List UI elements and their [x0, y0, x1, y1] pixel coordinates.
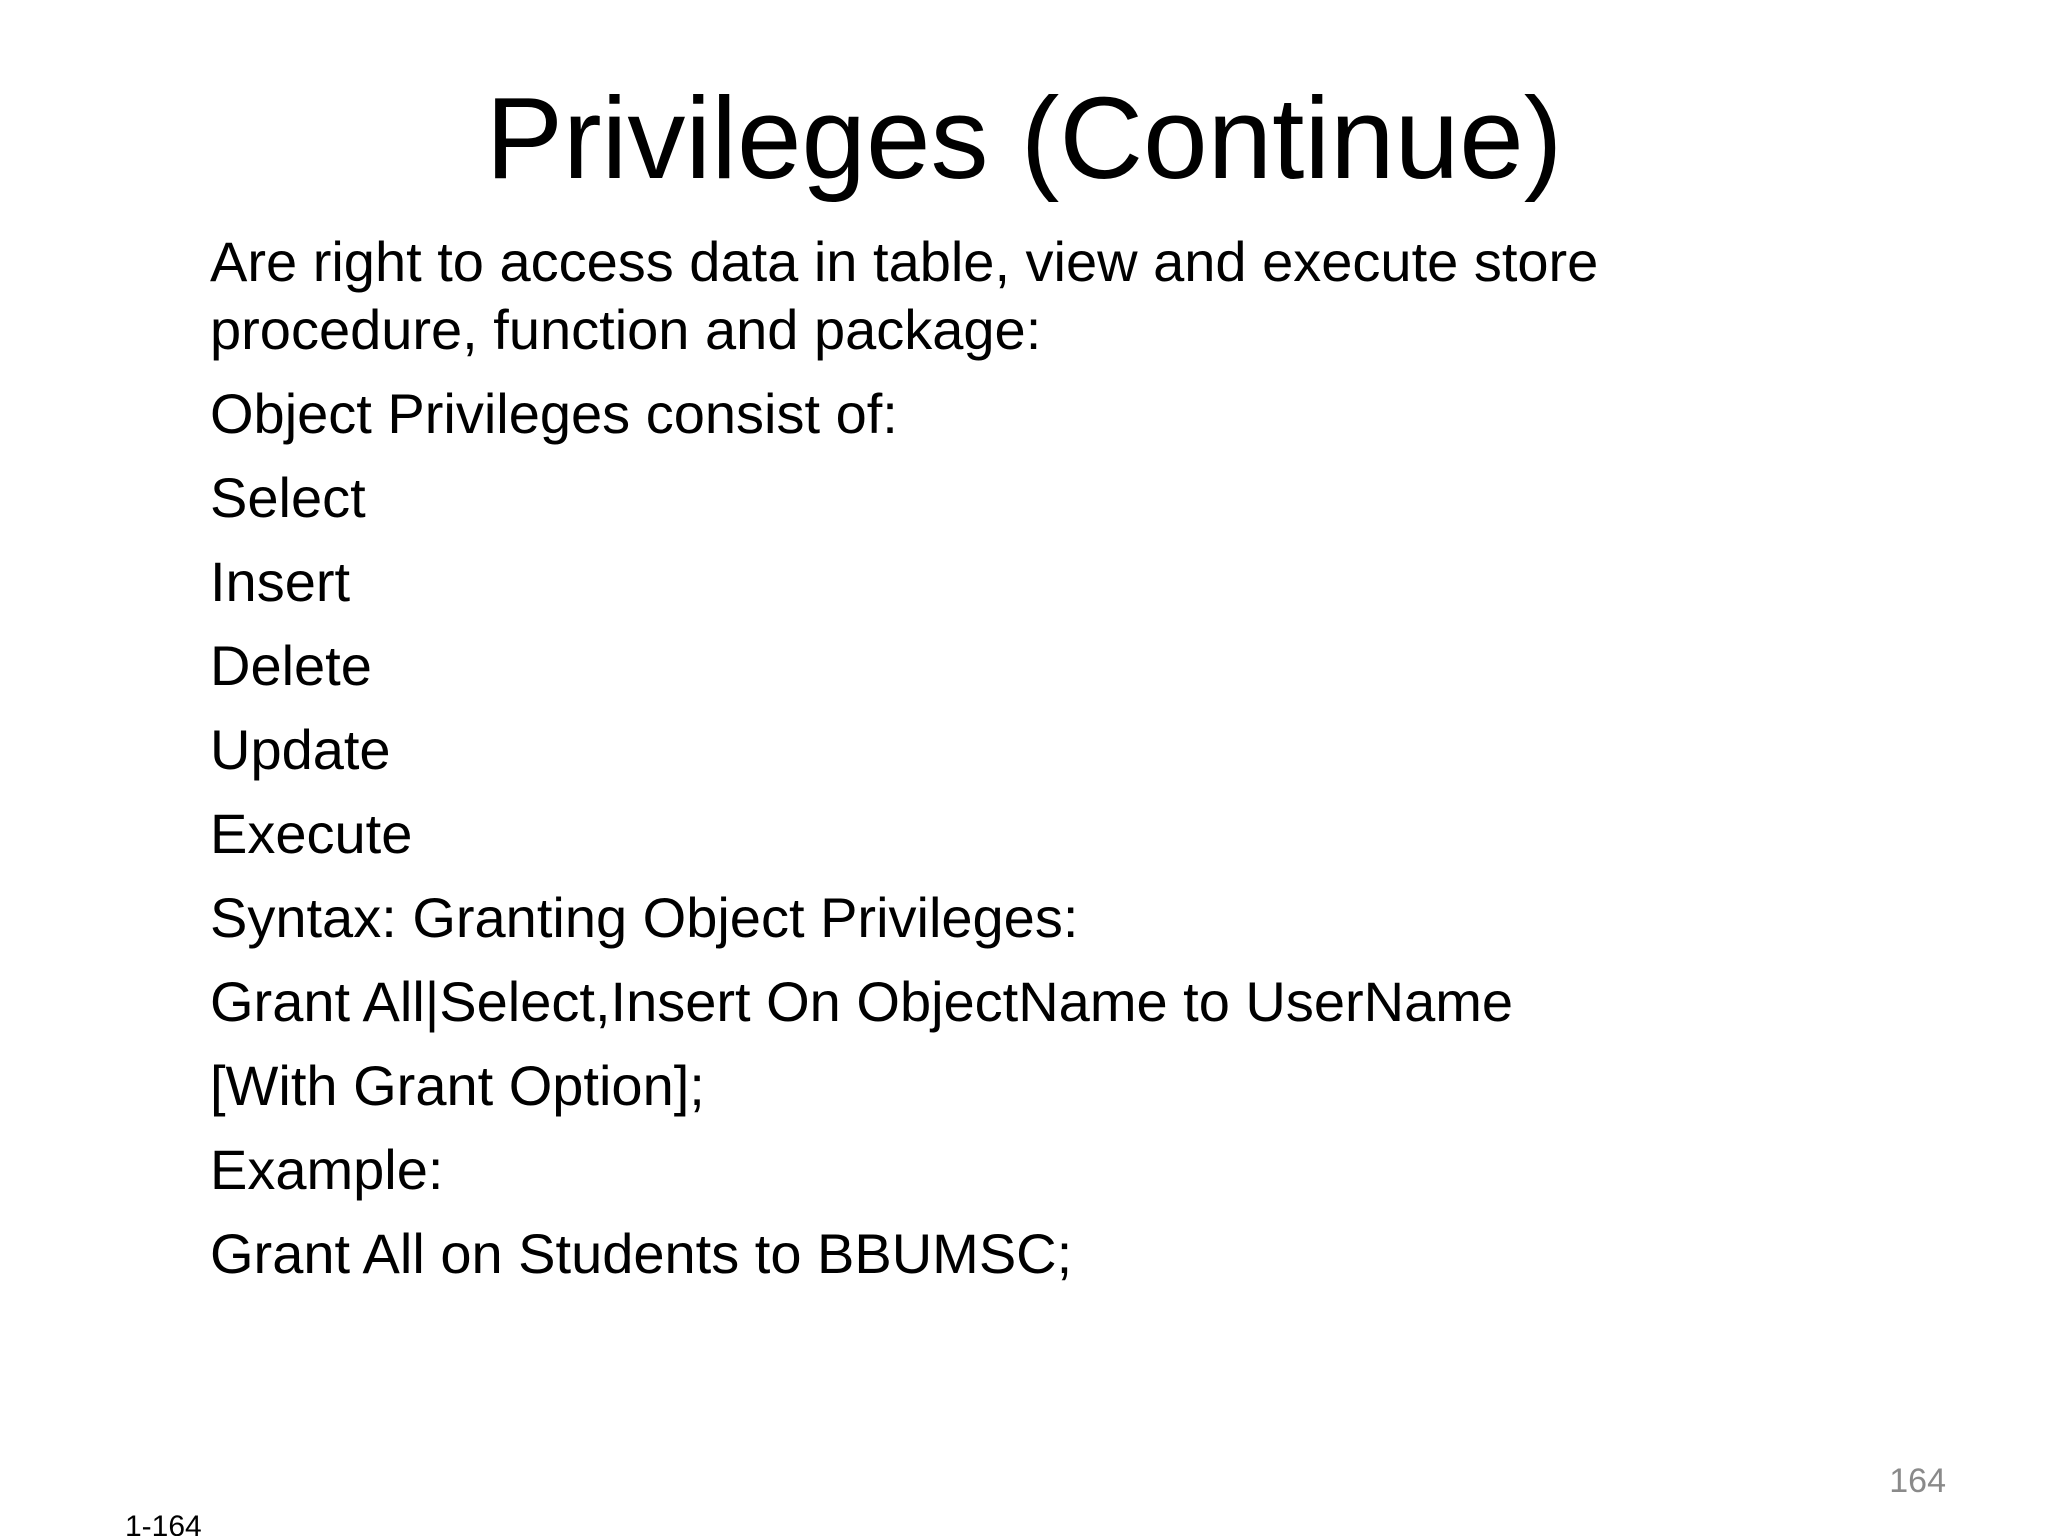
footer-label: 1-164 [125, 1510, 202, 1536]
body-line: Example: [210, 1138, 444, 1201]
body-line: Object Privileges consist of: [210, 382, 898, 445]
body-line: Update [210, 718, 391, 781]
body-line: Execute [210, 802, 413, 865]
body-line: Insert [210, 550, 351, 613]
body-line: Syntax: Granting Object Privileges: [210, 886, 1079, 949]
slide-body [210, 228, 1910, 1288]
body-intro-line-1: Are right to access data in table, view and execute store [210, 230, 1599, 293]
body-line: Select [210, 466, 366, 529]
slide-title: Privileges (Continue) [485, 73, 1563, 203]
body-intro-line-2: procedure, function and package: [210, 298, 1042, 361]
body-intro [210, 228, 1910, 364]
body-line: [With Grant Option]; [210, 1054, 705, 1117]
slide-number: 164 [1889, 1462, 1946, 1500]
body-line: Grant All on Students to BBUMSC; [210, 1222, 1073, 1285]
body-line: Delete [210, 634, 372, 697]
body-line: Grant All|Select,Insert On ObjectName to UserName [210, 970, 1514, 1033]
